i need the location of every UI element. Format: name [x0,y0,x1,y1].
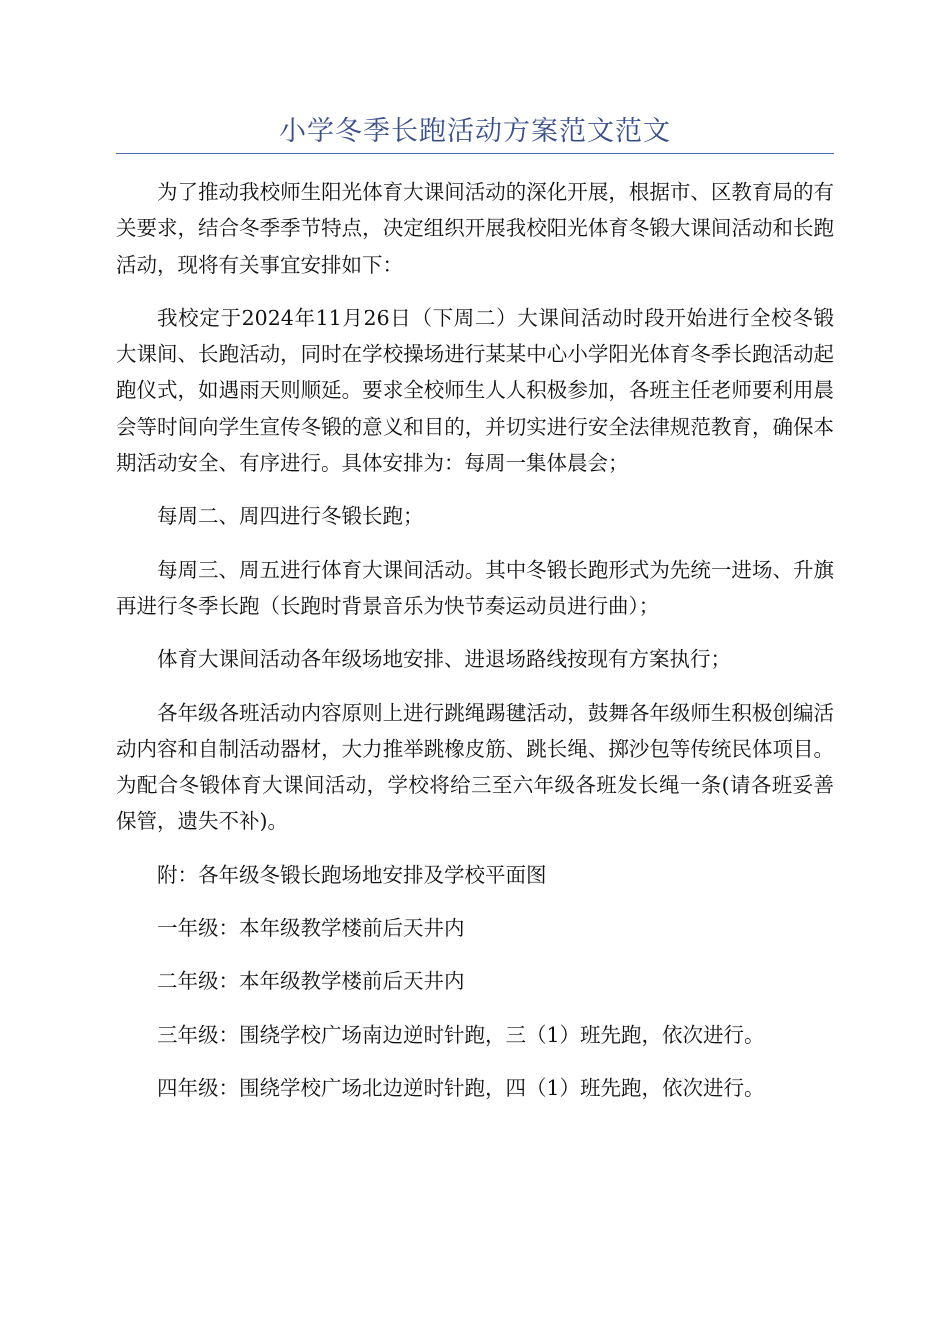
document-body [116,174,834,1123]
paragraph-content: 各年级各班活动内容原则上进行跳绳踢毽活动，鼓舞各年级师生积极创编活动内容和自制活动器材，大力推举跳橡皮筋、跳长绳、掷沙包等传统民体项目。为配合冬锻体育大课间活动，学校将给三至六年级各班发长绳一条(请各班妥善保管，遗失不补)。 [116,700,834,834]
paragraph-grade-2: 二年级：本年级教学楼前后天井内 [157,969,465,994]
paragraph-tue-thu: 每周二、周四进行冬锻长跑； [157,504,424,529]
paragraph-wed-fri: 每周三、周五进行体育大课间活动。其中冬锻长跑形式为先统一进场、升旗再进行冬季长跑（长跑时背景音乐为快节奏运动员进行曲）； [116,557,834,618]
paragraph-grade-3: 三年级：围绕学校广场南边逆时针跑，三（1）班先跑，依次进行。 [157,1022,765,1047]
title-underline [116,153,834,154]
paragraph-appendix: 附：各年级冬锻长跑场地安排及学校平面图 [157,862,547,887]
paragraph-grade-1: 一年级：本年级教学楼前后天井内 [157,916,465,941]
paragraph-schedule: 我校定于2024年11月26日（下周二）大课间活动时段开始进行全校冬锻大课间、长跑活动，同时在学校操场进行某某中心小学阳光体育冬季长跑活动起跑仪式，如遇雨天则顺延。要求全校师生人人积极参加，各班主任老师要利用晨会等时间向学生宣传冬锻的意义和目的，并切实进行安全法律规范教育，确保本期活动安全、有序进行。具体安排为：每周一集体晨会； [116,305,834,476]
document-title: 小学冬季长跑活动方案范文范文 [279,116,671,147]
paragraph-intro: 为了推动我校师生阳光体育大课间活动的深化开展，根据市、区教育局的有关要求，结合冬季季节特点，决定组织开展我校阳光体育冬锻大课间活动和长跑活动，现将有关事宜安排如下： [116,180,834,277]
paragraph-venue: 体育大课间活动各年级场地安排、进退场路线按现有方案执行； [157,647,731,672]
paragraph-grade-4: 四年级：围绕学校广场北边逆时针跑，四（1）班先跑，依次进行。 [157,1075,765,1100]
